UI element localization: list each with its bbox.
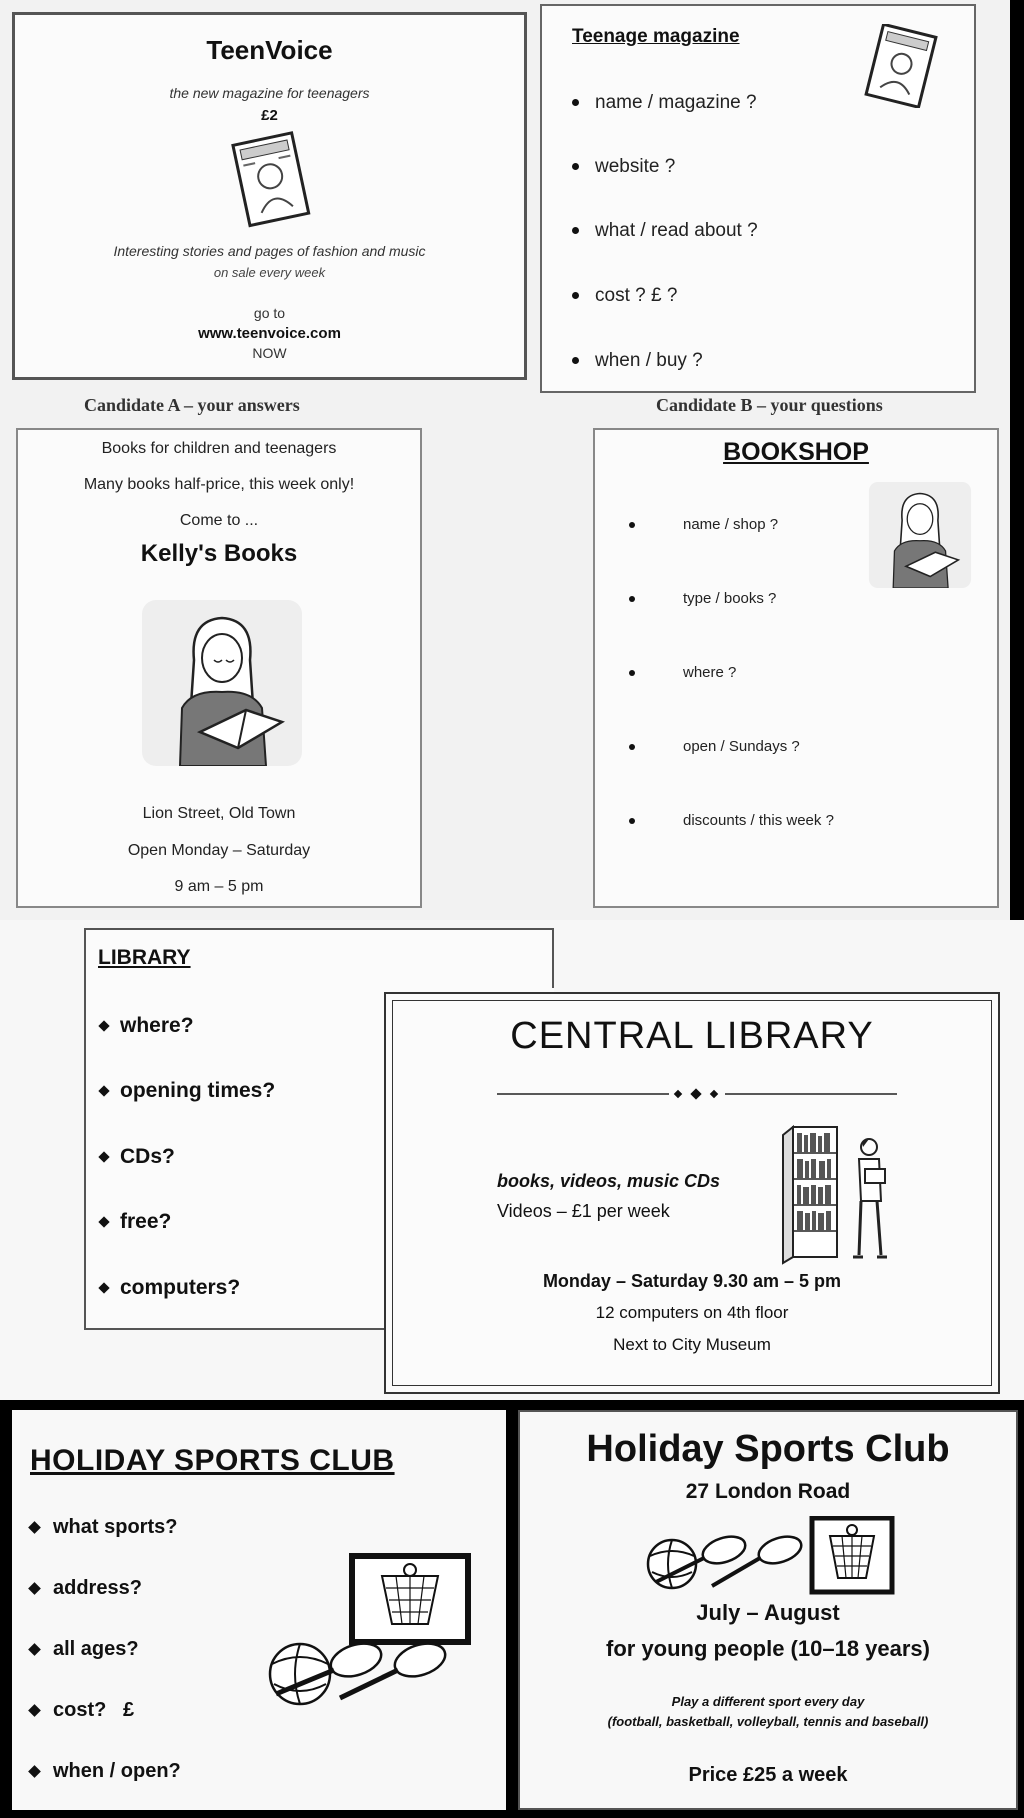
- reading-girl-icon: [867, 482, 973, 588]
- teen-magazine-questions: [540, 4, 976, 393]
- bullet-icon: [572, 163, 579, 170]
- sports-equipment-icon: [248, 1548, 478, 1708]
- diamond-bullet-icon: [28, 1765, 41, 1778]
- teen-magazine-heading: Teenage magazine: [572, 26, 740, 47]
- list-item: free?: [100, 1210, 171, 1234]
- library-title: CENTRAL LIBRARY: [510, 1015, 874, 1057]
- list-item: when / buy ?: [572, 350, 703, 372]
- sports-equipment-icon: [630, 1516, 900, 1598]
- bookshop-heading: BOOKSHOP: [723, 438, 869, 466]
- diamond-bullet-icon: [98, 1086, 109, 1097]
- bullet-icon: [572, 227, 579, 234]
- teenvoice-frequency: on sale every week: [213, 265, 326, 280]
- teenvoice-tagline: the new magazine for teenagers: [169, 85, 370, 101]
- club-title: Holiday Sports Club: [586, 1428, 950, 1470]
- club-sports-list: (football, basketball, volleyball, tennis and baseball): [607, 1714, 929, 1729]
- magazine-icon: [225, 130, 319, 230]
- diamond-bullet-icon: [28, 1643, 41, 1656]
- central-library-ad: [384, 992, 1000, 1394]
- bullet-icon: [629, 596, 635, 602]
- library-heading: LIBRARY: [98, 946, 191, 969]
- club-audience: for young people (10–18 years): [606, 1636, 930, 1661]
- reading-girl-icon: [142, 600, 302, 766]
- list-item: computers?: [100, 1276, 240, 1300]
- candidate-b-label: Candidate B – your questions: [656, 395, 883, 415]
- library-hours: Monday – Saturday 9.30 am – 5 pm: [542, 1271, 842, 1291]
- shop-days: Open Monday – Saturday: [127, 842, 311, 859]
- video-price: Videos – £1 per week: [497, 1201, 670, 1221]
- list-item: where?: [100, 1014, 194, 1038]
- ad-line: Many books half-price, this week only!: [83, 476, 355, 493]
- club-months: July – August: [696, 1600, 840, 1625]
- list-item: what / read about ?: [572, 220, 758, 242]
- list-item: opening times?: [100, 1079, 275, 1103]
- holiday-sports-club-ad: [518, 1410, 1018, 1810]
- ad-frame: [392, 1000, 992, 1386]
- diamond-bullet-icon: [98, 1021, 109, 1032]
- teenvoice-ad: [12, 12, 527, 380]
- diamond-bullet-icon: [28, 1704, 41, 1717]
- library-offer: books, videos, music CDs: [497, 1171, 721, 1191]
- list-item: name / shop ?: [629, 516, 778, 533]
- club-detail: Play a different sport every day: [671, 1694, 865, 1709]
- list-item: cost ? £ ?: [572, 285, 677, 307]
- list-item: open / Sundays ?: [629, 738, 800, 755]
- sports-questions: [12, 1410, 506, 1810]
- shop-address: Lion Street, Old Town: [142, 805, 296, 822]
- candidate-a-label: Candidate A – your answers: [84, 395, 300, 415]
- bullet-icon: [629, 670, 635, 676]
- bookshelf-person-icon: [773, 1117, 901, 1265]
- ornament-divider: [497, 1087, 897, 1099]
- teenvoice-description: Interesting stories and pages of fashion and music: [113, 243, 426, 259]
- bullet-icon: [629, 522, 635, 528]
- sports-heading: HOLIDAY SPORTS CLUB: [30, 1444, 395, 1477]
- list-item: CDs?: [100, 1145, 175, 1169]
- bullet-icon: [572, 292, 579, 299]
- list-item: website ?: [572, 156, 675, 178]
- shop-hours: 9 am – 5 pm: [174, 878, 264, 895]
- diamond-bullet-icon: [98, 1217, 109, 1228]
- teenvoice-price: £2: [261, 107, 278, 124]
- list-item: what sports?: [30, 1516, 177, 1539]
- kellys-books-ad: [16, 428, 422, 908]
- sports-section: [0, 1400, 1024, 1818]
- library-location: Next to City Museum: [613, 1335, 771, 1354]
- diamond-bullet-icon: [98, 1283, 109, 1294]
- library-section: [0, 920, 1024, 1400]
- list-item: all ages?: [30, 1638, 139, 1661]
- library-computers: 12 computers on 4th floor: [595, 1303, 789, 1322]
- shop-name: Kelly's Books: [140, 540, 298, 567]
- bookshop-section: [0, 393, 1010, 920]
- bullet-icon: [629, 744, 635, 750]
- magazine-icon: [862, 24, 942, 108]
- list-item: cost? £: [30, 1699, 134, 1722]
- teenvoice-title: TeenVoice: [206, 35, 333, 65]
- club-address: 27 London Road: [685, 1480, 851, 1503]
- divider: [552, 928, 554, 988]
- bullet-icon: [629, 818, 635, 824]
- diamond-bullet-icon: [28, 1521, 41, 1534]
- club-price: Price £25 a week: [688, 1764, 848, 1786]
- bookshop-questions: [593, 428, 999, 908]
- ad-line: Books for children and teenagers: [101, 440, 337, 457]
- list-item: address?: [30, 1577, 142, 1600]
- teenvoice-website: www.teenvoice.com: [198, 325, 341, 342]
- ad-line: Come to ...: [179, 512, 259, 529]
- teenvoice-cta: go to: [253, 305, 286, 321]
- teenvoice-cta-now: NOW: [252, 345, 287, 361]
- list-item: name / magazine ?: [572, 92, 757, 114]
- diamond-bullet-icon: [28, 1582, 41, 1595]
- list-item: when / open?: [30, 1760, 181, 1783]
- list-item: discounts / this week ?: [629, 812, 834, 829]
- bullet-icon: [572, 99, 579, 106]
- bullet-icon: [572, 357, 579, 364]
- list-item: type / books ?: [629, 590, 776, 607]
- list-item: where ?: [629, 664, 736, 681]
- diamond-bullet-icon: [98, 1152, 109, 1163]
- teenvoice-section: [0, 0, 1010, 393]
